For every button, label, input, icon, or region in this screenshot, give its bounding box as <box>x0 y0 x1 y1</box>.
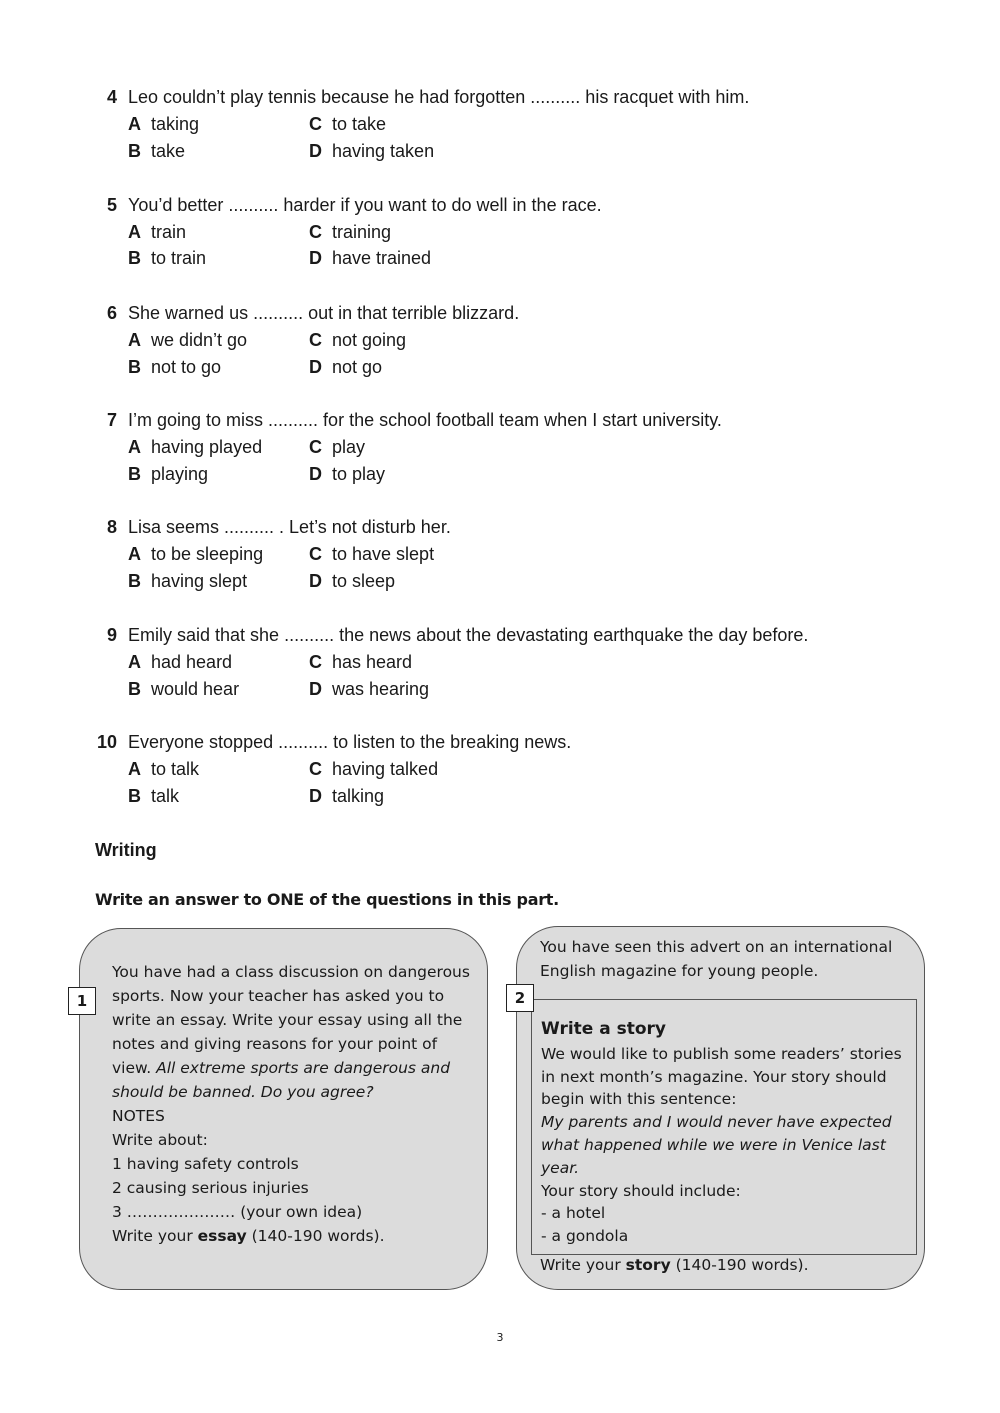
include-label: Your story should include: <box>541 1181 741 1200</box>
task-1-number: 1 <box>68 987 96 1015</box>
option-c[interactable]: C to have slept <box>309 544 435 564</box>
advert-sentence: year. <box>541 1158 580 1177</box>
question-number: 4 <box>106 87 117 107</box>
option-c[interactable]: C play <box>309 437 366 457</box>
question-number: 8 <box>106 517 117 537</box>
task-1-line: sports. Now your teacher has asked you to <box>112 987 445 1005</box>
question-number: 6 <box>106 303 117 323</box>
option-a[interactable]: A taking <box>128 114 200 134</box>
option-a[interactable]: A to be sleeping <box>128 544 264 564</box>
question-stem: You’d better .......... harder if you want to do well in the race. <box>128 195 602 215</box>
question-stem: I’m going to miss .......... for the school football team when I start university. <box>128 410 722 430</box>
task-2-footer: Write your story (140-190 words). <box>540 1256 809 1274</box>
question-stem: Everyone stopped .......... to listen to the breaking news. <box>128 732 572 752</box>
question-stem: She warned us .......... out in that terrible blizzard. <box>128 303 520 323</box>
option-d[interactable]: D to sleep <box>309 571 396 591</box>
option-a[interactable]: A had heard <box>128 652 233 672</box>
notes-label: NOTES <box>112 1107 165 1125</box>
page-number: 3 <box>496 1331 504 1344</box>
option-d[interactable]: D to play <box>309 464 386 484</box>
question-number: 5 <box>106 195 117 215</box>
option-b[interactable]: B to train <box>128 248 207 268</box>
option-b[interactable]: B not to go <box>128 357 222 377</box>
question-stem: Leo couldn’t play tennis because he had forgotten .......... his racquet with him. <box>128 87 750 107</box>
question-number: 9 <box>106 625 117 645</box>
question-stem: Emily said that she .......... the news about the devastating earthquake the day before. <box>128 625 809 645</box>
note-item: 3 ………………… (your own idea) <box>112 1203 363 1221</box>
option-a[interactable]: A having played <box>128 437 263 457</box>
option-b[interactable]: B talk <box>128 786 180 806</box>
option-a[interactable]: A train <box>128 222 187 242</box>
task-1-box <box>79 928 488 1290</box>
section-instruction: Write an answer to ONE of the questions in this part. <box>95 890 559 909</box>
option-b[interactable]: B would hear <box>128 679 240 699</box>
option-b[interactable]: B take <box>128 141 186 161</box>
advert-line: begin with this sentence: <box>541 1090 737 1109</box>
section-title: Writing <box>95 840 157 860</box>
task-1-line: You have had a class discussion on dangerous <box>112 963 470 981</box>
write-about-label: Write about: <box>112 1131 208 1149</box>
task-1-text <box>112 960 472 1248</box>
option-d[interactable]: D talking <box>309 786 385 806</box>
option-c[interactable]: C not going <box>309 330 407 350</box>
task-1-question: should be banned. Do you agree? <box>112 1083 374 1101</box>
option-b[interactable]: B having slept <box>128 571 248 591</box>
include-item: - a gondola <box>541 1227 629 1246</box>
advert-line: We would like to publish some readers’ stories <box>541 1044 902 1063</box>
advert-box <box>531 999 917 1255</box>
option-d[interactable]: D having taken <box>309 141 435 161</box>
task-2-intro-line: You have seen this advert on an international <box>540 938 893 956</box>
task-2-intro-line: English magazine for young people. <box>540 962 819 980</box>
note-item: 1 having safety controls <box>112 1155 299 1173</box>
task-2-box <box>516 926 925 1290</box>
question-number: 10 <box>96 732 117 752</box>
advert-title: Write a story <box>541 1019 667 1039</box>
option-d[interactable]: D was hearing <box>309 679 430 699</box>
task-1-line: view. All extreme sports are dangerous and <box>112 1059 451 1077</box>
question-stem: Lisa seems .......... . Let’s not disturb her. <box>128 517 451 537</box>
task-1-line: write an essay. Write your essay using all the <box>112 1011 463 1029</box>
option-d[interactable]: D have trained <box>309 248 432 268</box>
option-b[interactable]: B playing <box>128 464 209 484</box>
option-c[interactable]: C having talked <box>309 759 439 779</box>
option-d[interactable]: D not go <box>309 357 383 377</box>
option-a[interactable]: A to talk <box>128 759 200 779</box>
task-1-footer: Write your essay (140-190 words). <box>112 1227 385 1245</box>
option-c[interactable]: C training <box>309 222 392 242</box>
advert-line: in next month’s magazine. Your story should <box>541 1067 887 1086</box>
include-item: - a hotel <box>541 1204 606 1223</box>
question-number: 7 <box>106 410 117 430</box>
task-2-intro <box>540 935 910 983</box>
task-2-number: 2 <box>506 984 534 1012</box>
advert-sentence: My parents and I would never have expected <box>541 1113 892 1132</box>
advert-sentence: what happened while we were in Venice last <box>541 1135 886 1154</box>
option-c[interactable]: C to take <box>309 114 387 134</box>
option-a[interactable]: A we didn’t go <box>128 330 248 350</box>
option-c[interactable]: C has heard <box>309 652 413 672</box>
note-item: 2 causing serious injuries <box>112 1179 309 1197</box>
task-1-line: notes and giving reasons for your point of <box>112 1035 438 1053</box>
